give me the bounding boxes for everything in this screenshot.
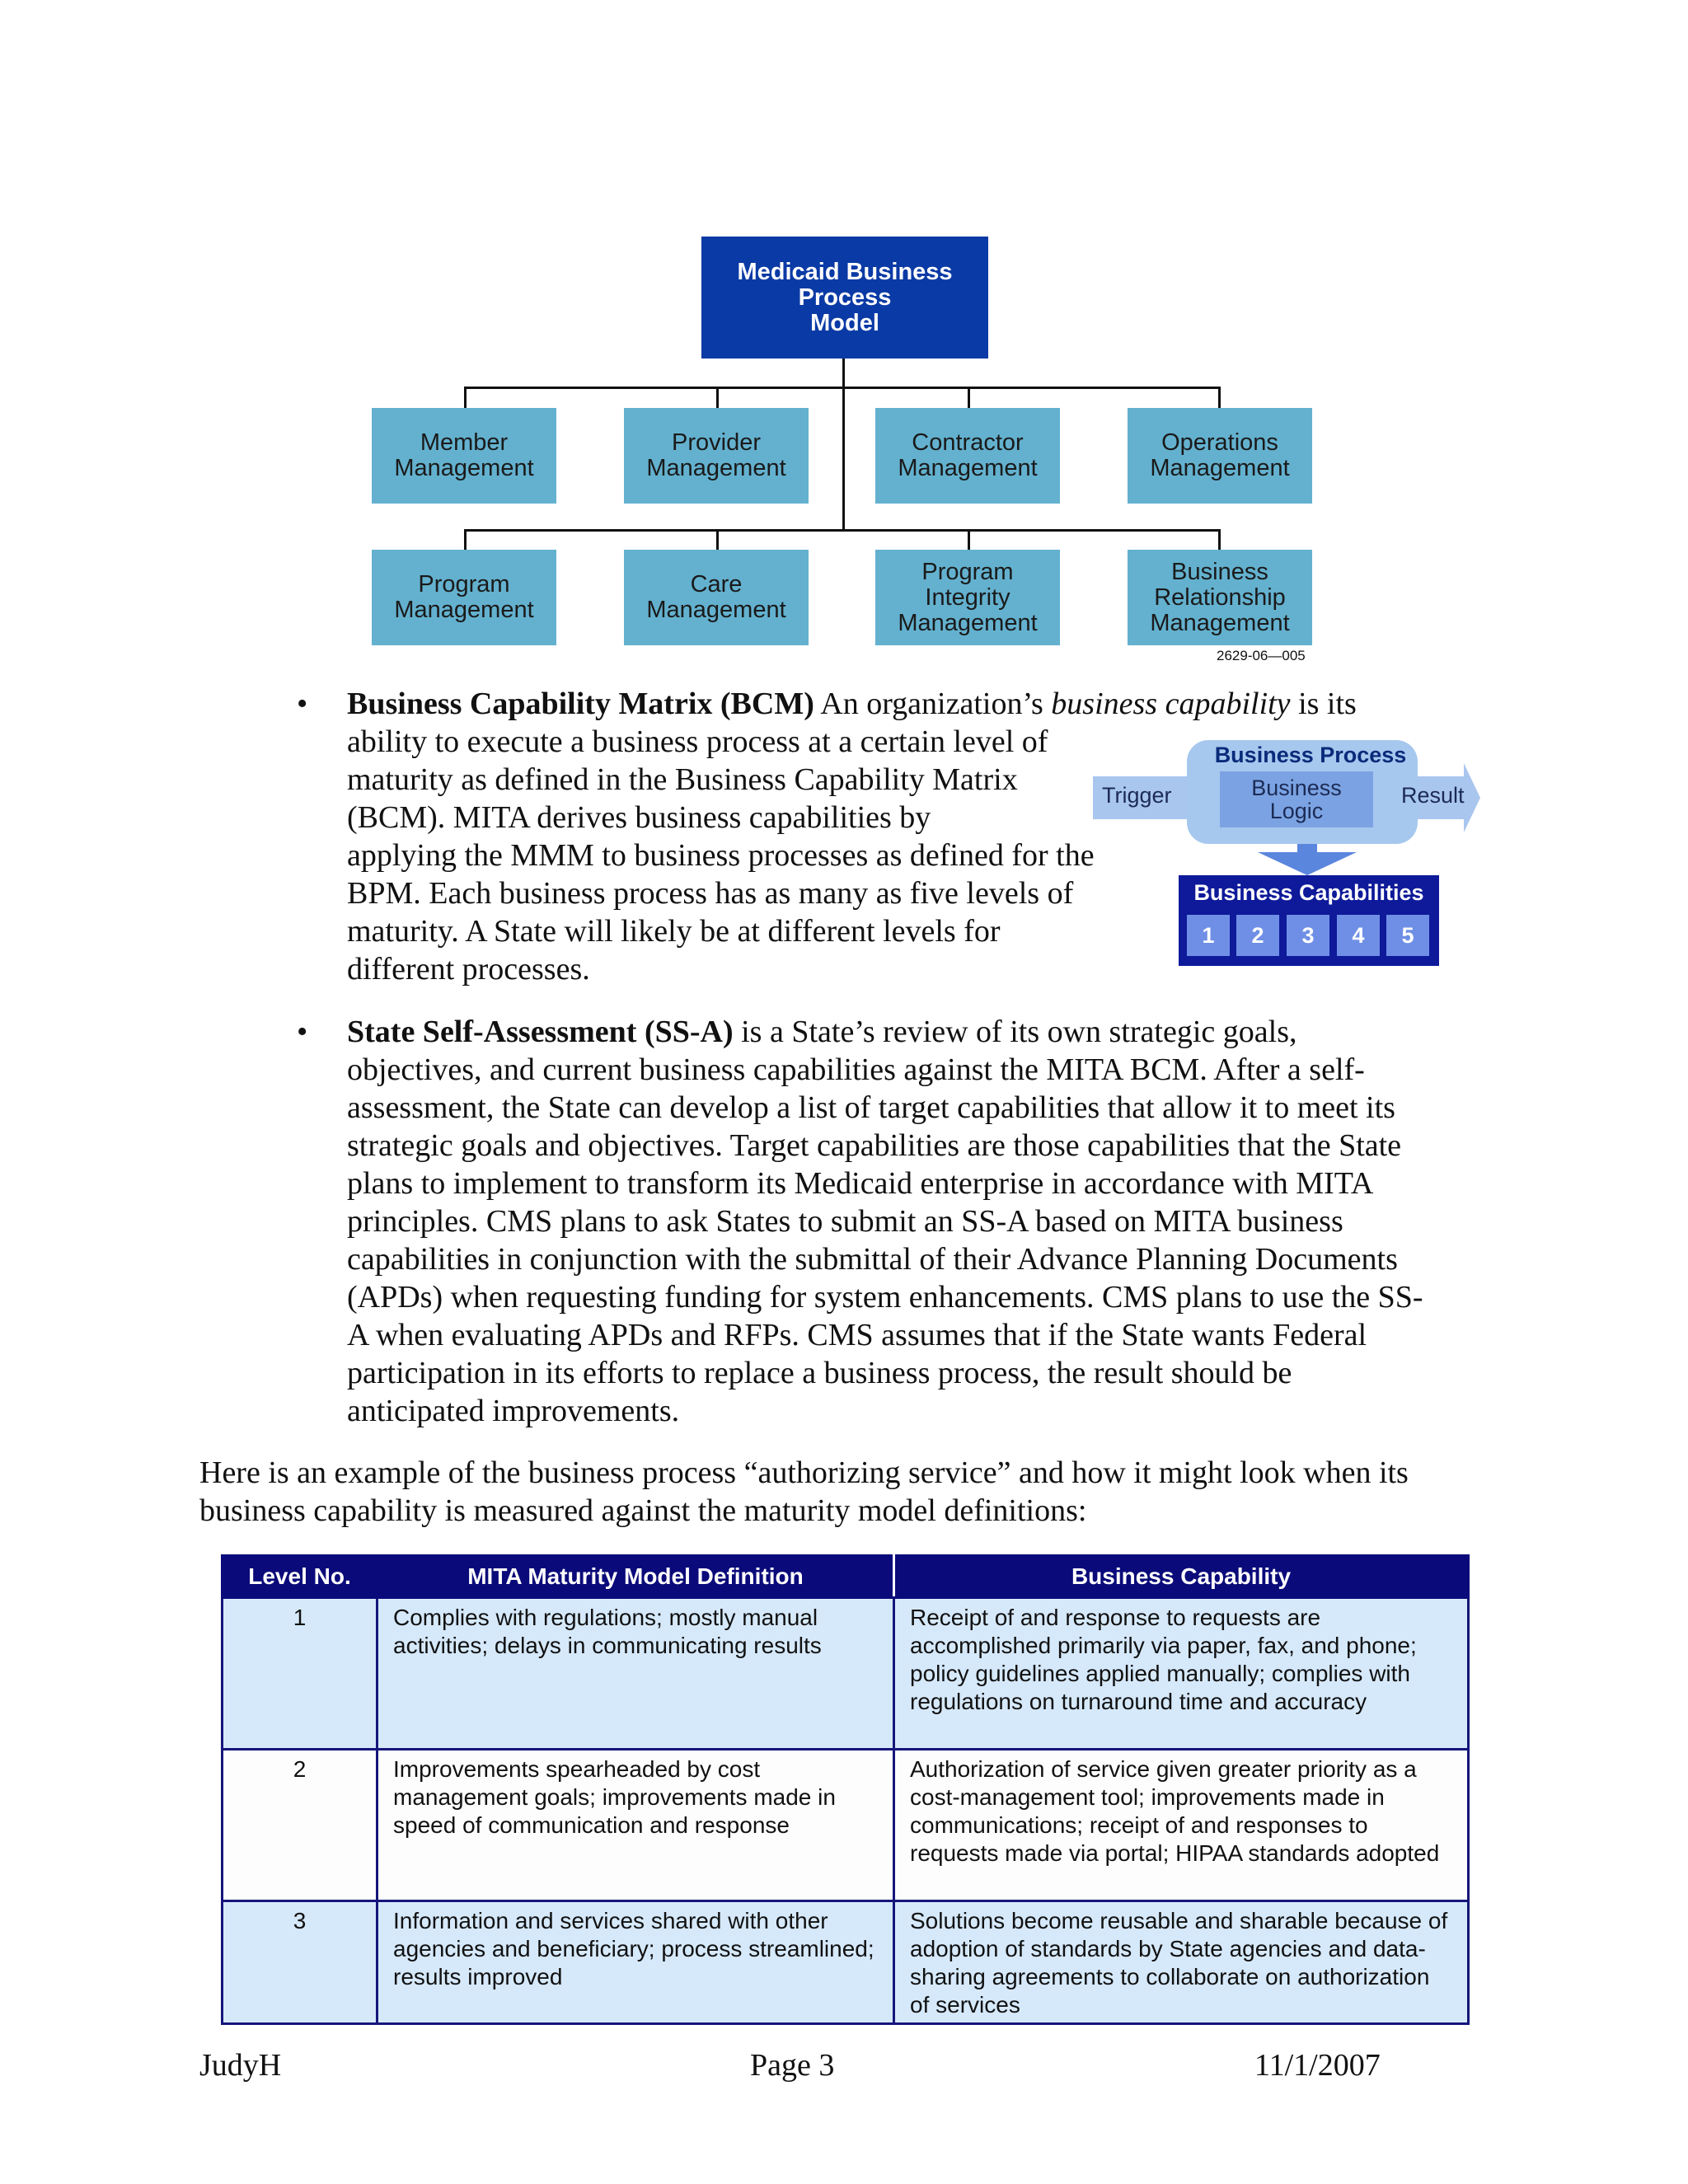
org-node-provider-management: Provider Management <box>624 408 809 504</box>
connector-line <box>968 529 970 551</box>
connector-line <box>464 529 467 551</box>
ssa-line: A when evaluating APDs and RFPs. CMS assumes that if the State wants Federal <box>347 1318 1367 1352</box>
bcm-term: Business Capability Matrix (BCM) <box>347 687 814 721</box>
org-node-member-management: Member Management <box>372 408 556 504</box>
table-row <box>223 1901 1469 2024</box>
trigger-label: Trigger <box>1102 783 1172 808</box>
org-node-business-relationship-management: Business Relationship Management <box>1128 550 1312 645</box>
footer-page-number: Page 3 <box>750 2048 835 2083</box>
cell-capability: Authorization of service given greater priority as a cost-management tool; improvements made in communications; receipt of and responses to requests made via portal; HIPAA standards adopted <box>894 1750 1469 1901</box>
org-root-node: Medicaid Business Process Model <box>701 237 988 359</box>
bcm-line: maturity as defined in the Business Capability Matrix <box>347 762 1018 797</box>
header-business-capability: Business Capability <box>894 1556 1469 1598</box>
ssa-line: objectives, and current business capabilities against the MITA BCM. After a self- <box>347 1052 1365 1087</box>
cell-capability: Receipt of and response to requests are accomplished primarily via paper, fax, and phone; policy guidelines applied manually; complies with regulations on turnaround time and accuracy <box>894 1598 1469 1750</box>
bcm-first-line: Business Capability Matrix (BCM) An organization’s business capability is its <box>347 687 1357 721</box>
ssa-line: (APDs) when requesting funding for system enhancements. CMS plans to use the SS- <box>347 1280 1423 1315</box>
bcm-line: applying the MMM to business processes as defined for the <box>347 838 1095 873</box>
business-capabilities-title: Business Capabilities <box>1193 880 1424 905</box>
connector-line <box>716 529 719 551</box>
bcm-emphasis: business capability <box>1051 687 1291 721</box>
connector-line <box>1218 387 1221 408</box>
down-arrow <box>1258 839 1357 875</box>
cell-level: 2 <box>223 1750 377 1901</box>
connector-line <box>464 387 1221 389</box>
table-row <box>223 1750 1469 1901</box>
cell-definition: Improvements spearheaded by cost management goals; improvements made in speed of communication and response <box>377 1750 894 1901</box>
ssa-line: strategic goals and objectives. Target capabilities are those capabilities that the State <box>347 1128 1402 1163</box>
footer-author: JudyH <box>199 2048 282 2083</box>
ssa-line: assessment, the State can develop a list of target capabilities that allow it to meet its <box>347 1090 1395 1125</box>
bcm-line: (BCM). MITA derives business capabilities by <box>347 800 931 835</box>
bcm-line: maturity. A State will likely be at different levels for <box>347 914 1001 949</box>
capability-level-3: 3 <box>1287 915 1329 956</box>
cell-level: 3 <box>223 1901 377 2024</box>
bullet-marker: • <box>297 1015 308 1049</box>
intro-paragraph-line1: Here is an example of the business process “authorizing service” and how it might look when its <box>199 1455 1409 1490</box>
maturity-table <box>221 1554 1470 2025</box>
cell-definition: Information and services shared with other agencies and beneficiary; process streamlined; results improved <box>377 1901 894 2024</box>
cell-definition: Complies with regulations; mostly manual activities; delays in communicating results <box>377 1598 894 1750</box>
ssa-first-line: State Self-Assessment (SS-A) is a State’s review of its own strategic goals, <box>347 1015 1297 1049</box>
figure-id: 2629-06—005 <box>1217 648 1306 663</box>
ssa-term: State Self-Assessment (SS-A) <box>347 1015 734 1049</box>
capability-level-5: 5 <box>1386 915 1429 956</box>
header-level-no: Level No. <box>223 1556 377 1598</box>
bcm-line: ability to execute a business process at a certain level of <box>347 724 1048 759</box>
header-maturity-definition: MITA Maturity Model Definition <box>377 1556 894 1598</box>
capability-level-2: 2 <box>1236 915 1279 956</box>
connector-line <box>464 387 467 408</box>
connector-line <box>1218 529 1221 551</box>
connector-line <box>716 387 719 408</box>
org-node-operations-management: Operations Management <box>1128 408 1312 504</box>
ssa-line: anticipated improvements. <box>347 1394 680 1428</box>
table-row <box>223 1598 1469 1750</box>
connector-line <box>842 359 845 532</box>
capability-level-4: 4 <box>1337 915 1380 956</box>
connector-line <box>968 387 970 408</box>
footer-date: 11/1/2007 <box>1254 2048 1381 2083</box>
org-node-program-integrity-management: Program Integrity Management <box>875 550 1060 645</box>
ssa-line: plans to implement to transform its Medicaid enterprise in accordance with MITA <box>347 1166 1374 1201</box>
ssa-line: capabilities in conjunction with the submittal of their Advance Planning Documents <box>347 1242 1398 1277</box>
bcm-line: BPM. Each business process has as many as five levels of <box>347 876 1074 911</box>
cell-capability: Solutions become reusable and sharable because of adoption of standards by State agencies and data-sharing agreements to collaborate on authorization of services <box>894 1901 1469 2024</box>
intro-paragraph-line2: business capability is measured against the maturity model definitions: <box>199 1493 1087 1528</box>
business-process-title: Business Process <box>1214 743 1407 767</box>
org-node-contractor-management: Contractor Management <box>875 408 1060 504</box>
capability-level-1: 1 <box>1187 915 1230 956</box>
bcm-line: different processes. <box>347 952 590 987</box>
org-node-program-management: Program Management <box>372 550 556 645</box>
connector-line <box>464 529 1221 532</box>
ssa-line: participation in its efforts to replace a business process, the result should be <box>347 1356 1292 1390</box>
ssa-line: principles. CMS plans to ask States to submit an SS-A based on MITA business <box>347 1204 1343 1239</box>
business-logic-box: Business Logic <box>1220 771 1373 827</box>
org-node-care-management: Care Management <box>624 550 809 645</box>
cell-level: 1 <box>223 1598 377 1750</box>
result-label: Result <box>1401 783 1465 808</box>
business-capabilities-box <box>1179 875 1439 966</box>
bullet-marker: • <box>297 687 308 721</box>
table-header-row <box>223 1556 1469 1598</box>
